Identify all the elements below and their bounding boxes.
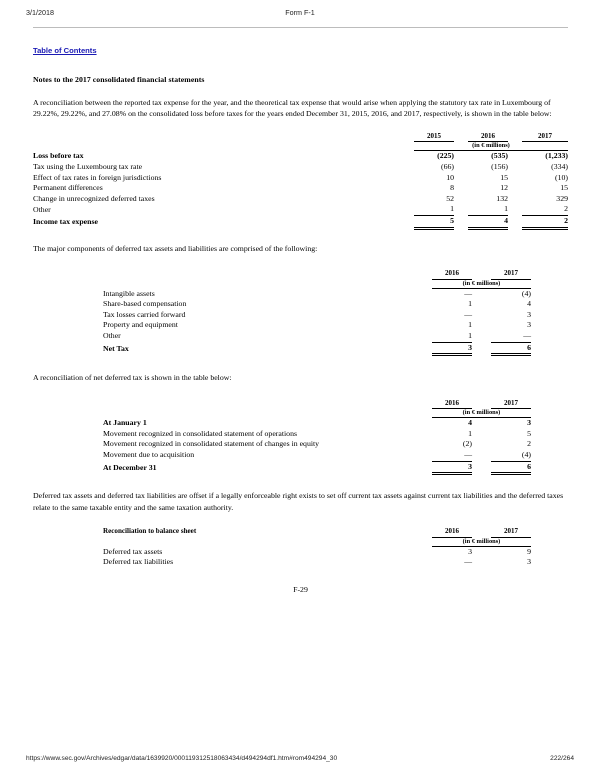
table-subtitle: Reconciliation to balance sheet: [103, 527, 197, 536]
row-value: (156): [491, 162, 508, 171]
table-row: [103, 299, 531, 310]
row-value: 3: [527, 418, 531, 428]
row-label: Income tax expense: [33, 217, 98, 227]
row-value: 2: [564, 204, 568, 214]
row-label: Movement due to acquisition: [103, 450, 195, 460]
table-header-row-years: [103, 268, 531, 279]
row-value: 4: [527, 299, 531, 309]
table-tax-reconciliation: [33, 131, 568, 230]
row-label: Other: [103, 331, 121, 341]
row-value: 1: [450, 204, 454, 214]
row-value: 2: [522, 215, 568, 228]
row-value: —: [464, 309, 472, 319]
paragraph-offset-note: Deferred tax assets and deferred tax liabilities are offset if a legally enforceable right exists to set off current tax assets against current tax liabilities and the deferred taxes relate to the same taxable entity and the same taxation authority.: [33, 491, 564, 512]
row-value: (334): [551, 162, 568, 171]
row-value: 2: [527, 439, 531, 449]
table-row: [103, 320, 531, 331]
table-row: [103, 429, 531, 440]
table-row: [33, 173, 568, 184]
row-label: Permanent differences: [33, 183, 103, 193]
col-header-2016: 2016: [468, 131, 508, 142]
row-label: Loss before tax: [33, 151, 84, 161]
row-value: 12: [500, 183, 508, 193]
paragraph-intro: A reconciliation between the reported tax expense for the year, and the theoretical tax expense that would arise when applying the statutory tax rate in Luxembourg of 29.22%, 29.22%, and 27.08% on the consolidated loss before taxes for the years ended December 31, 2015, 2016, and 2017, respectively, is shown in the table below:: [33, 98, 552, 119]
row-label: At December 31: [103, 463, 157, 472]
row-value: 1: [468, 299, 472, 309]
row-value: 3: [432, 342, 472, 355]
table-row: [103, 557, 531, 568]
units-label: (in € millions): [432, 279, 531, 288]
row-value: 15: [560, 183, 568, 193]
document-content: [33, 40, 568, 594]
row-value: (535): [491, 151, 508, 161]
col-header-2017: 2017: [491, 526, 531, 537]
table-deferred-components-block: [33, 268, 568, 356]
col-header-2016: 2016: [432, 526, 472, 537]
row-value: (1,233): [545, 151, 568, 161]
print-header-date: 3/1/2018: [26, 8, 54, 17]
row-label: Intangible assets: [103, 288, 155, 298]
table-total-row: [33, 215, 568, 228]
print-footer: [0, 755, 600, 767]
table-row: [103, 288, 531, 299]
table-row: [33, 183, 568, 194]
row-value: —: [464, 557, 472, 567]
row-label: Movement recognized in consolidated statement of operations: [103, 428, 297, 438]
table-header-row-years: [103, 526, 531, 537]
row-label: Effect of tax rates in foreign jurisdictions: [33, 172, 162, 182]
col-header-2017: 2017: [491, 398, 531, 409]
col-header-2015: 2015: [414, 131, 454, 142]
table-balance-sheet-block: [33, 526, 568, 568]
units-label: (in € millions): [414, 142, 568, 151]
row-value: 10: [446, 172, 454, 182]
row-value: 5: [527, 428, 531, 438]
row-value: (66): [441, 162, 454, 171]
row-label: Tax losses carried forward: [103, 309, 186, 319]
row-label: Net Tax: [103, 344, 129, 354]
row-value: 9: [527, 546, 531, 556]
header-divider: [33, 27, 568, 28]
table-row: [103, 310, 531, 321]
table-row: [33, 151, 568, 162]
table-row: [103, 439, 531, 450]
row-value: 8: [450, 183, 454, 193]
row-label: Deferred tax liabilities: [103, 557, 174, 567]
table-tax-reconciliation-block: [33, 131, 568, 230]
table-header-row-units: [103, 409, 531, 418]
table-header-row-units: [103, 279, 531, 288]
row-value: —: [464, 449, 472, 459]
row-value: 6: [491, 342, 531, 355]
table-total-row: [103, 342, 531, 355]
table-of-contents-link[interactable]: Table of Contents: [33, 46, 97, 55]
row-value: 6: [491, 461, 531, 474]
row-label: Movement recognized in consolidated statement of changes in equity: [103, 439, 320, 449]
print-header: [0, 8, 600, 22]
units-label: (in € millions): [432, 409, 531, 418]
row-value: (4): [521, 288, 531, 298]
units-label: (in € millions): [432, 537, 531, 546]
table-row: [103, 450, 531, 461]
row-value: (2): [462, 439, 472, 449]
row-value: 3: [432, 461, 472, 474]
row-value: —: [464, 288, 472, 298]
table-net-deferred-block: [33, 398, 568, 476]
row-value: 15: [500, 172, 508, 182]
row-label: Deferred tax assets: [103, 546, 163, 556]
table-row: [103, 418, 531, 429]
row-value: 3: [527, 320, 531, 330]
row-value: 1: [504, 204, 508, 214]
page-number-marker: F-29: [293, 584, 308, 594]
col-header-2017: 2017: [491, 268, 531, 279]
source-url: https://www.sec.gov/Archives/edgar/data/1639920/000119312518063434/d494294df1.htm#rom494294_30: [26, 755, 338, 762]
table-net-deferred-reconciliation: [103, 398, 531, 476]
table-row: [103, 546, 531, 557]
row-value: —: [523, 330, 531, 340]
col-header-2017: 2017: [522, 131, 568, 142]
row-value: 5: [414, 215, 454, 228]
table-header-row-years: [33, 131, 568, 142]
row-value: 3: [527, 557, 531, 567]
row-value: 1: [468, 330, 472, 340]
table-header-row-years: [103, 398, 531, 409]
row-label: At January 1: [103, 418, 147, 428]
table-header-row-units: [103, 537, 531, 546]
row-value: 1: [468, 320, 472, 330]
row-value: 329: [556, 193, 568, 203]
row-value: 4: [468, 215, 508, 228]
row-value: 52: [446, 193, 454, 203]
row-label: Other: [33, 204, 51, 214]
paragraph-reconciliation-net: A reconciliation of net deferred tax is shown in the table below:: [33, 373, 232, 383]
table-balance-sheet-reconciliation: [103, 526, 531, 568]
row-value: 3: [468, 546, 472, 556]
table-deferred-components: [103, 268, 531, 356]
col-header-2016: 2016: [432, 398, 472, 409]
table-total-row: [103, 461, 531, 474]
row-value: (10): [555, 172, 568, 182]
section-title: Notes to the 2017 consolidated financial statements: [33, 75, 205, 84]
row-label: Change in unrecognized deferred taxes: [33, 193, 155, 203]
page-count-indicator: 222/264: [550, 755, 574, 762]
row-label: Share-based compensation: [103, 299, 187, 309]
row-value: 1: [468, 428, 472, 438]
paragraph-deferred-components: The major components of deferred tax assets and liabilities are comprised of the following:: [33, 243, 318, 253]
row-value: (4): [521, 449, 531, 459]
row-value: 4: [468, 418, 472, 428]
col-header-2016: 2016: [432, 268, 472, 279]
row-label: Tax using the Luxembourg tax rate: [33, 162, 143, 171]
row-value: 132: [496, 193, 508, 203]
row-label: Property and equipment: [103, 320, 178, 330]
table-row: [33, 162, 568, 173]
table-row: [103, 331, 531, 342]
table-row: [33, 194, 568, 205]
print-header-title: Form F-1: [285, 8, 315, 17]
row-value: (225): [437, 151, 454, 161]
table-row: [33, 204, 568, 215]
row-value: 3: [527, 309, 531, 319]
table-header-row-units: [33, 142, 568, 151]
